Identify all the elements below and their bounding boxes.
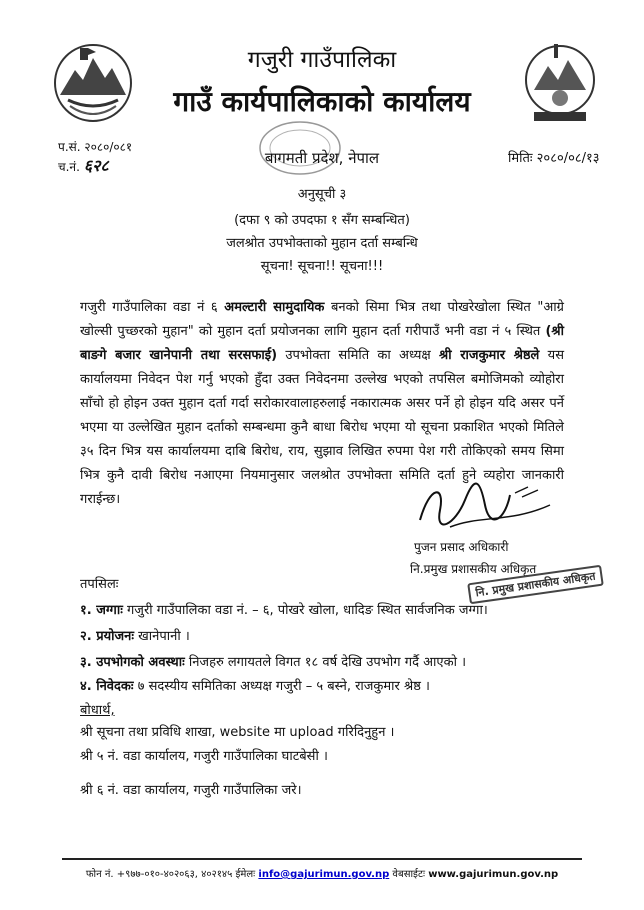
cc-line: श्री सूचना तथा प्रविधि शाखा, website मा upload गरिदिनुहुन । [80, 725, 395, 740]
body-bold-text: अमल्टारी सामुदायिक [224, 300, 325, 315]
issue-date: मितिः २०८०/०८/१३ [508, 151, 600, 166]
cc-line: श्री ६ नं. वडा कार्यालय, गजुरी गाउँपालिका जरे। [80, 783, 302, 798]
notice-subject: जलश्रोत उपभोक्ताको मुहान दर्ता सम्बन्धि [226, 236, 418, 251]
clause-reference: (दफा ९ को उपदफा १ सँग सम्बन्धित) [234, 213, 410, 228]
office-name: गाउँ कार्यपालिकाको कार्यालय [173, 85, 471, 118]
body-text: गजुरी गाउँपालिका वडा नं ६ [80, 300, 225, 315]
notice-headline: सूचना! सूचना!! सूचना!!! [260, 259, 384, 274]
detail-label: १. जग्गाः [80, 603, 123, 618]
body-text: यस कार्यालयमा निवेदन पेश गर्नु भएको हुँदा उक्त निवेदनमा उल्लेख भएको तपसिल बमोजिमको व्योहोरा साँचो हो होइन उक्त मुहान दर्ता गर्दा सरोकारवालाहरुलाई नकारात्मक असर पर्ने हो होइन यदि असर पर्ने भएमा या उल्लेखित मुहान दर्ताको सम्बन्धमा कुनै बाधा बिरोध भएमा यो सूचना प्रकाशित भएको मितिले ३५ दिन भित्र यस कार्यालयमा दाबि बिरोध, राय, सुझाव लिखित रुपमा पेश गरी तोकिएको समय सिमा भित्र कुनै दावी बिरोध नआएमा नियमानुसार जलश्रोत उपभोक्ता समिति दर्ता हुने व्यहोरा जानकारी गराईन्छ। [80, 348, 564, 507]
schedule-label: अनुसूची ३ [297, 187, 347, 202]
municipality-name: गजुरी गाउँपालिका [247, 47, 397, 73]
detail-value: ७ सदस्यीय समितिका अध्यक्ष गजुरी – ५ बस्ने, राजकुमार श्रेष्ठ । [133, 679, 430, 694]
dispatch-number-label: च.नं. [58, 160, 80, 174]
signatory-designation: नि.प्रमुख प्रशासकीय अधिकृत [410, 562, 537, 576]
detail-item [80, 676, 430, 694]
detail-item [80, 652, 466, 670]
detail-label: २. प्रयोजनः [80, 629, 135, 644]
designation-stamp: नि. प्रमुख प्रशासकीय अधिकृत [467, 565, 604, 605]
fiscal-year: प.सं. २०८०/०८१ [58, 140, 133, 154]
signature [410, 475, 560, 535]
details-heading: तपसिलः [80, 577, 119, 592]
detail-label: ४. निवेदकः [80, 679, 134, 694]
signatory-name: पुजन प्रसाद अधिकारी [414, 540, 509, 554]
footer-email-link[interactable]: info@gajurimun.gov.np [258, 869, 390, 880]
footer-contact [0, 866, 644, 880]
cc-line: श्री ५ नं. वडा कार्यालय, गजुरी गाउँपालिका घाटबेसी । [80, 749, 328, 764]
body-text: उपभोक्ता समिति का अध्यक्ष [277, 348, 439, 363]
detail-item [80, 600, 488, 618]
detail-value: गजुरी गाउँपालिका वडा नं. – ६, पोखरे खोला, धादिङ स्थित सार्वजनिक जग्गा। [122, 603, 488, 618]
office-address: बागमती प्रदेश, नेपाल [264, 149, 380, 167]
detail-value: निजहरु लगायतले विगत १८ वर्ष देखि उपभोग गर्दै आएको । [184, 655, 466, 670]
footer-website-link[interactable]: www.gajurimun.gov.np [428, 869, 559, 880]
detail-item [80, 626, 190, 644]
footer-web-label: वेबसाईटः [389, 869, 429, 880]
footer-phone: फोन नं. +९७७-०१०-४०२०६३, ४०२१४५ ईमेलः [85, 869, 259, 880]
detail-value: खानेपानी । [134, 629, 190, 644]
committee-name: (श्री बाङगे बजार खानेपानी तथा सरसफाई) [80, 324, 564, 363]
detail-label: ३. उपभोगको अवस्थाः [80, 655, 185, 670]
dispatch-number-value: ६२८ [83, 156, 109, 175]
footer-divider [62, 858, 582, 860]
chairperson-name: श्री राजकुमार श्रेष्ठले [439, 348, 540, 363]
body-text: बनको सिमा भित्र तथा पोखरेखोला स्थित "आग्रे खोल्सी पुच्छरको मुहान" को मुहान दर्ता प्रयोजनका लागि मुहान दर्ता गरीपाउँ भनी वडा नं ५ स्थित [80, 300, 565, 339]
cc-heading: बोधार्थ, [80, 703, 115, 718]
